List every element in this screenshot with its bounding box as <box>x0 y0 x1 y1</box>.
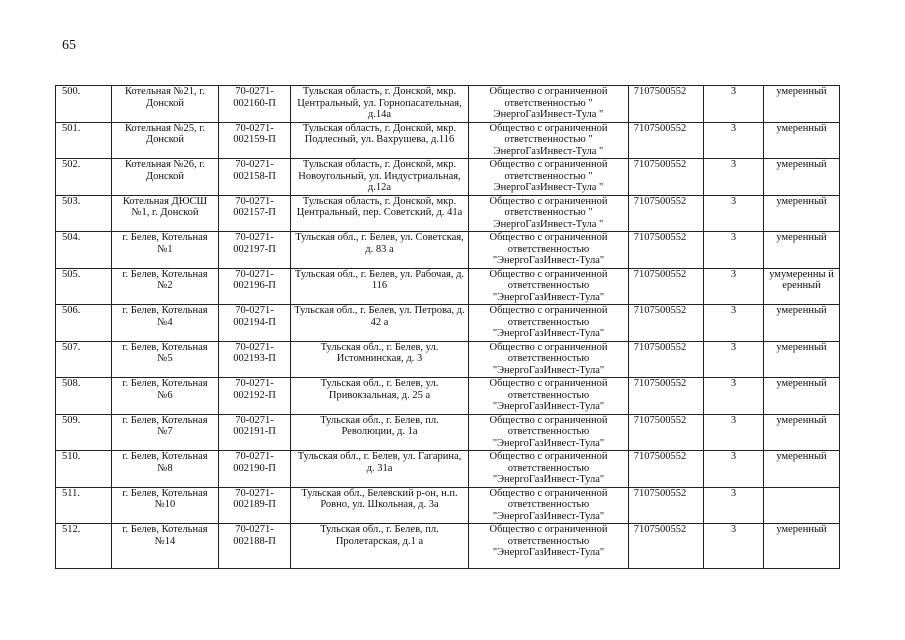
cell-inn: 7107500552 <box>629 86 704 123</box>
cell-operator: Общество с ограниченной ответственностью "ЭнергоГазИнвест-Тула" <box>469 487 629 524</box>
table-row <box>56 524 840 569</box>
cell-object-name: г. Белев, Котельная №6 <box>112 378 219 415</box>
cell-registration-code: 70-0271-002160-П <box>219 86 291 123</box>
table-row <box>56 159 840 196</box>
cell-address: Тульская обл., г. Белев, пл. Революции, д. 1а <box>291 414 469 451</box>
table-row <box>56 414 840 451</box>
table-row <box>56 268 840 305</box>
cell-risk-level: умеренный <box>764 305 840 342</box>
cell-address: Тульская обл., г. Белев, ул. Советская, д. 83 а <box>291 232 469 269</box>
cell-category: 3 <box>704 341 764 378</box>
cell-operator: Общество с ограниченной ответственностью " ЭнергоГазИнвест-Тула " <box>469 86 629 123</box>
cell-object-name: г. Белев, Котельная №10 <box>112 487 219 524</box>
cell-object-name: г. Белев, Котельная №14 <box>112 524 219 569</box>
cell-operator: Общество с ограниченной ответственностью "ЭнергоГазИнвест-Тула" <box>469 232 629 269</box>
cell-object-name: Котельная №21, г. Донской <box>112 86 219 123</box>
cell-registration-code: 70-0271-002189-П <box>219 487 291 524</box>
cell-inn: 7107500552 <box>629 195 704 232</box>
cell-registration-code: 70-0271-002196-П <box>219 268 291 305</box>
cell-address: Тульская обл., г. Белев, ул. Гагарина, д. 31а <box>291 451 469 488</box>
cell-registration-code: 70-0271-002159-П <box>219 122 291 159</box>
cell-row-number: 501. <box>56 122 112 159</box>
cell-inn: 7107500552 <box>629 232 704 269</box>
cell-address: Тульская обл., г. Белев, ул. Петрова, д. 42 а <box>291 305 469 342</box>
cell-category: 3 <box>704 159 764 196</box>
cell-address: Тульская обл., г. Белев, ул. Привокзальная, д. 25 а <box>291 378 469 415</box>
cell-registration-code: 70-0271-002197-П <box>219 232 291 269</box>
table-row <box>56 451 840 488</box>
cell-category: 3 <box>704 122 764 159</box>
table-row <box>56 122 840 159</box>
table-row <box>56 86 840 123</box>
cell-address: Тульская область, г. Донской, мкр. Центральный, пер. Советский, д. 41а <box>291 195 469 232</box>
table-row <box>56 378 840 415</box>
cell-registration-code: 70-0271-002157-П <box>219 195 291 232</box>
table-row <box>56 487 840 524</box>
cell-category: 3 <box>704 86 764 123</box>
cell-inn: 7107500552 <box>629 341 704 378</box>
cell-address: Тульская обл., г. Белев, пл. Пролетарская, д.1 а <box>291 524 469 569</box>
cell-operator: Общество с ограниченной ответственностью " ЭнергоГазИнвест-Тула " <box>469 195 629 232</box>
cell-category: 3 <box>704 487 764 524</box>
cell-inn: 7107500552 <box>629 159 704 196</box>
cell-row-number: 512. <box>56 524 112 569</box>
cell-risk-level: умеренный <box>764 341 840 378</box>
cell-registration-code: 70-0271-002194-П <box>219 305 291 342</box>
cell-row-number: 508. <box>56 378 112 415</box>
cell-registration-code: 70-0271-002192-П <box>219 378 291 415</box>
cell-row-number: 509. <box>56 414 112 451</box>
cell-registration-code: 70-0271-002188-П <box>219 524 291 569</box>
cell-address: Тульская область, г. Донской, мкр. Подлесный, ул. Вахрушева, д.116 <box>291 122 469 159</box>
cell-inn: 7107500552 <box>629 268 704 305</box>
cell-risk-level: умеренный <box>764 451 840 488</box>
cell-category: 3 <box>704 195 764 232</box>
cell-row-number: 504. <box>56 232 112 269</box>
cell-risk-level: умеренный <box>764 195 840 232</box>
cell-registration-code: 70-0271-002191-П <box>219 414 291 451</box>
cell-address: Тульская обл., г. Белев, ул. Рабочая, д. 116 <box>291 268 469 305</box>
cell-operator: Общество с ограниченной ответственностью "ЭнергоГазИнвест-Тула" <box>469 451 629 488</box>
registry-table <box>55 85 840 569</box>
cell-category: 3 <box>704 524 764 569</box>
cell-address: Тульская область, г. Донской, мкр. Центральный, ул. Горнопасательная, д.14а <box>291 86 469 123</box>
cell-operator: Общество с ограниченной ответственностью "ЭнергоГазИнвест-Тула" <box>469 268 629 305</box>
cell-risk-level: умеренный <box>764 86 840 123</box>
cell-operator: Общество с ограниченной ответственностью "ЭнергоГазИнвест-Тула" <box>469 414 629 451</box>
cell-registration-code: 70-0271-002193-П <box>219 341 291 378</box>
cell-address: Тульская область, г. Донской, мкр. Новоугольный, ул. Индустриальная, д.12а <box>291 159 469 196</box>
cell-object-name: г. Белев, Котельная №8 <box>112 451 219 488</box>
table-row <box>56 232 840 269</box>
cell-operator: Общество с ограниченной ответственностью " ЭнергоГазИнвест-Тула " <box>469 159 629 196</box>
cell-risk-level: умеренный <box>764 122 840 159</box>
cell-inn: 7107500552 <box>629 122 704 159</box>
cell-operator: Общество с ограниченной ответственностью "ЭнергоГазИнвест-Тула" <box>469 341 629 378</box>
cell-registration-code: 70-0271-002190-П <box>219 451 291 488</box>
cell-registration-code: 70-0271-002158-П <box>219 159 291 196</box>
cell-category: 3 <box>704 268 764 305</box>
cell-row-number: 502. <box>56 159 112 196</box>
cell-risk-level: умеренный <box>764 159 840 196</box>
cell-inn: 7107500552 <box>629 305 704 342</box>
cell-row-number: 505. <box>56 268 112 305</box>
registry-table-body <box>56 86 840 569</box>
cell-operator: Общество с ограниченной ответственностью "ЭнергоГазИнвест-Тула" <box>469 524 629 569</box>
table-row <box>56 195 840 232</box>
cell-object-name: г. Белев, Котельная №2 <box>112 268 219 305</box>
cell-risk-level: умумеренны й еренный <box>764 268 840 305</box>
cell-inn: 7107500552 <box>629 524 704 569</box>
cell-object-name: г. Белев, Котельная №5 <box>112 341 219 378</box>
cell-row-number: 500. <box>56 86 112 123</box>
cell-address: Тульская обл., г. Белев, ул. Истомнинская, д. 3 <box>291 341 469 378</box>
cell-category: 3 <box>704 414 764 451</box>
cell-category: 3 <box>704 232 764 269</box>
cell-row-number: 510. <box>56 451 112 488</box>
page-number: 65 <box>62 38 76 53</box>
cell-risk-level: умеренный <box>764 524 840 569</box>
cell-object-name: Котельная №25, г. Донской <box>112 122 219 159</box>
cell-inn: 7107500552 <box>629 451 704 488</box>
cell-category: 3 <box>704 305 764 342</box>
table-row <box>56 341 840 378</box>
cell-object-name: г. Белев, Котельная №7 <box>112 414 219 451</box>
cell-operator: Общество с ограниченной ответственностью " ЭнергоГазИнвест-Тула " <box>469 122 629 159</box>
cell-row-number: 503. <box>56 195 112 232</box>
cell-inn: 7107500552 <box>629 487 704 524</box>
cell-object-name: Котельная ДЮСШ №1, г. Донской <box>112 195 219 232</box>
cell-inn: 7107500552 <box>629 414 704 451</box>
cell-risk-level: умеренный <box>764 232 840 269</box>
cell-row-number: 507. <box>56 341 112 378</box>
cell-inn: 7107500552 <box>629 378 704 415</box>
cell-object-name: г. Белев, Котельная №4 <box>112 305 219 342</box>
cell-risk-level <box>764 487 840 524</box>
cell-risk-level: умеренный <box>764 414 840 451</box>
table-row <box>56 305 840 342</box>
cell-row-number: 511. <box>56 487 112 524</box>
cell-row-number: 506. <box>56 305 112 342</box>
cell-address: Тульская обл., Белевский р-он, н.п. Ровно, ул. Школьная, д. 3а <box>291 487 469 524</box>
cell-operator: Общество с ограниченной ответственностью "ЭнергоГазИнвест-Тула" <box>469 378 629 415</box>
cell-object-name: Котельная №26, г. Донской <box>112 159 219 196</box>
cell-category: 3 <box>704 378 764 415</box>
cell-object-name: г. Белев, Котельная №1 <box>112 232 219 269</box>
cell-category: 3 <box>704 451 764 488</box>
cell-risk-level: умеренный <box>764 378 840 415</box>
cell-operator: Общество с ограниченной ответственностью "ЭнергоГазИнвест-Тула" <box>469 305 629 342</box>
